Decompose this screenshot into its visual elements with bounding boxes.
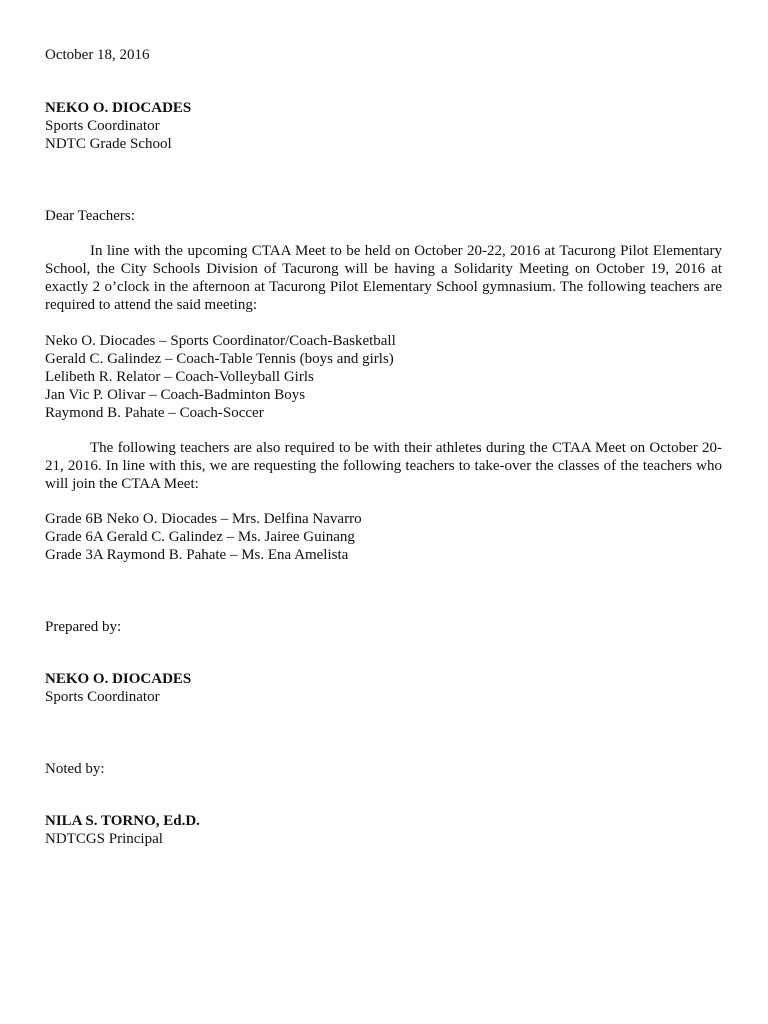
list-item: Neko O. Diocades – Sports Coordinator/Coach-Basketball bbox=[45, 333, 396, 349]
list-item: Grade 6B Neko O. Diocades – Mrs. Delfina Navarro bbox=[45, 511, 362, 527]
prepared-by-label: Prepared by: bbox=[45, 619, 122, 635]
list-item: Gerald C. Galindez – Coach-Table Tennis (boys and girls) bbox=[45, 351, 394, 367]
body-paragraph-2: The following teachers are also required to be with their athletes during the CTAA Meet on October 20-21, 2016. In line with this, we are requesting the following teachers to take-over the classes of the teachers who will join the CTAA Meet: bbox=[45, 440, 722, 492]
letter-page bbox=[45, 46, 722, 848]
coach-list bbox=[45, 332, 722, 422]
list-item: Raymond B. Pahate – Coach-Soccer bbox=[45, 405, 264, 421]
noted-signatory bbox=[45, 812, 722, 848]
sender-school: NDTC Grade School bbox=[45, 136, 172, 152]
salutation: Dear Teachers: bbox=[45, 208, 135, 224]
prepared-name: NEKO O. DIOCADES bbox=[45, 671, 192, 687]
sender-name: NEKO O. DIOCADES bbox=[45, 100, 192, 116]
list-item: Grade 6A Gerald C. Galindez – Ms. Jairee Guinang bbox=[45, 529, 355, 545]
substitute-list bbox=[45, 510, 722, 564]
noted-name: NILA S. TORNO, Ed.D. bbox=[45, 813, 200, 829]
prepared-title: Sports Coordinator bbox=[45, 689, 160, 705]
list-item: Lelibeth R. Relator – Coach-Volleyball Girls bbox=[45, 369, 314, 385]
sender-block bbox=[45, 99, 722, 153]
list-item: Grade 3A Raymond B. Pahate – Ms. Ena Amelista bbox=[45, 547, 349, 563]
noted-title: NDTCGS Principal bbox=[45, 831, 163, 847]
letter-date: October 18, 2016 bbox=[45, 47, 150, 63]
sender-title: Sports Coordinator bbox=[45, 118, 160, 134]
noted-by-label: Noted by: bbox=[45, 761, 105, 777]
body-paragraph-1: In line with the upcoming CTAA Meet to be held on October 20-22, 2016 at Tacurong Pilot Elementary School, the City Schools Division of Tacurong will be having a Solidarity Meeting on October 19, 2016 at exactly 2 o’clock in the afternoon at Tacurong Pilot Elementary School gymnasium. The following teachers are required to attend the said meeting: bbox=[45, 243, 722, 313]
prepared-signatory bbox=[45, 670, 722, 706]
list-item: Jan Vic P. Olivar – Coach-Badminton Boys bbox=[45, 387, 306, 403]
